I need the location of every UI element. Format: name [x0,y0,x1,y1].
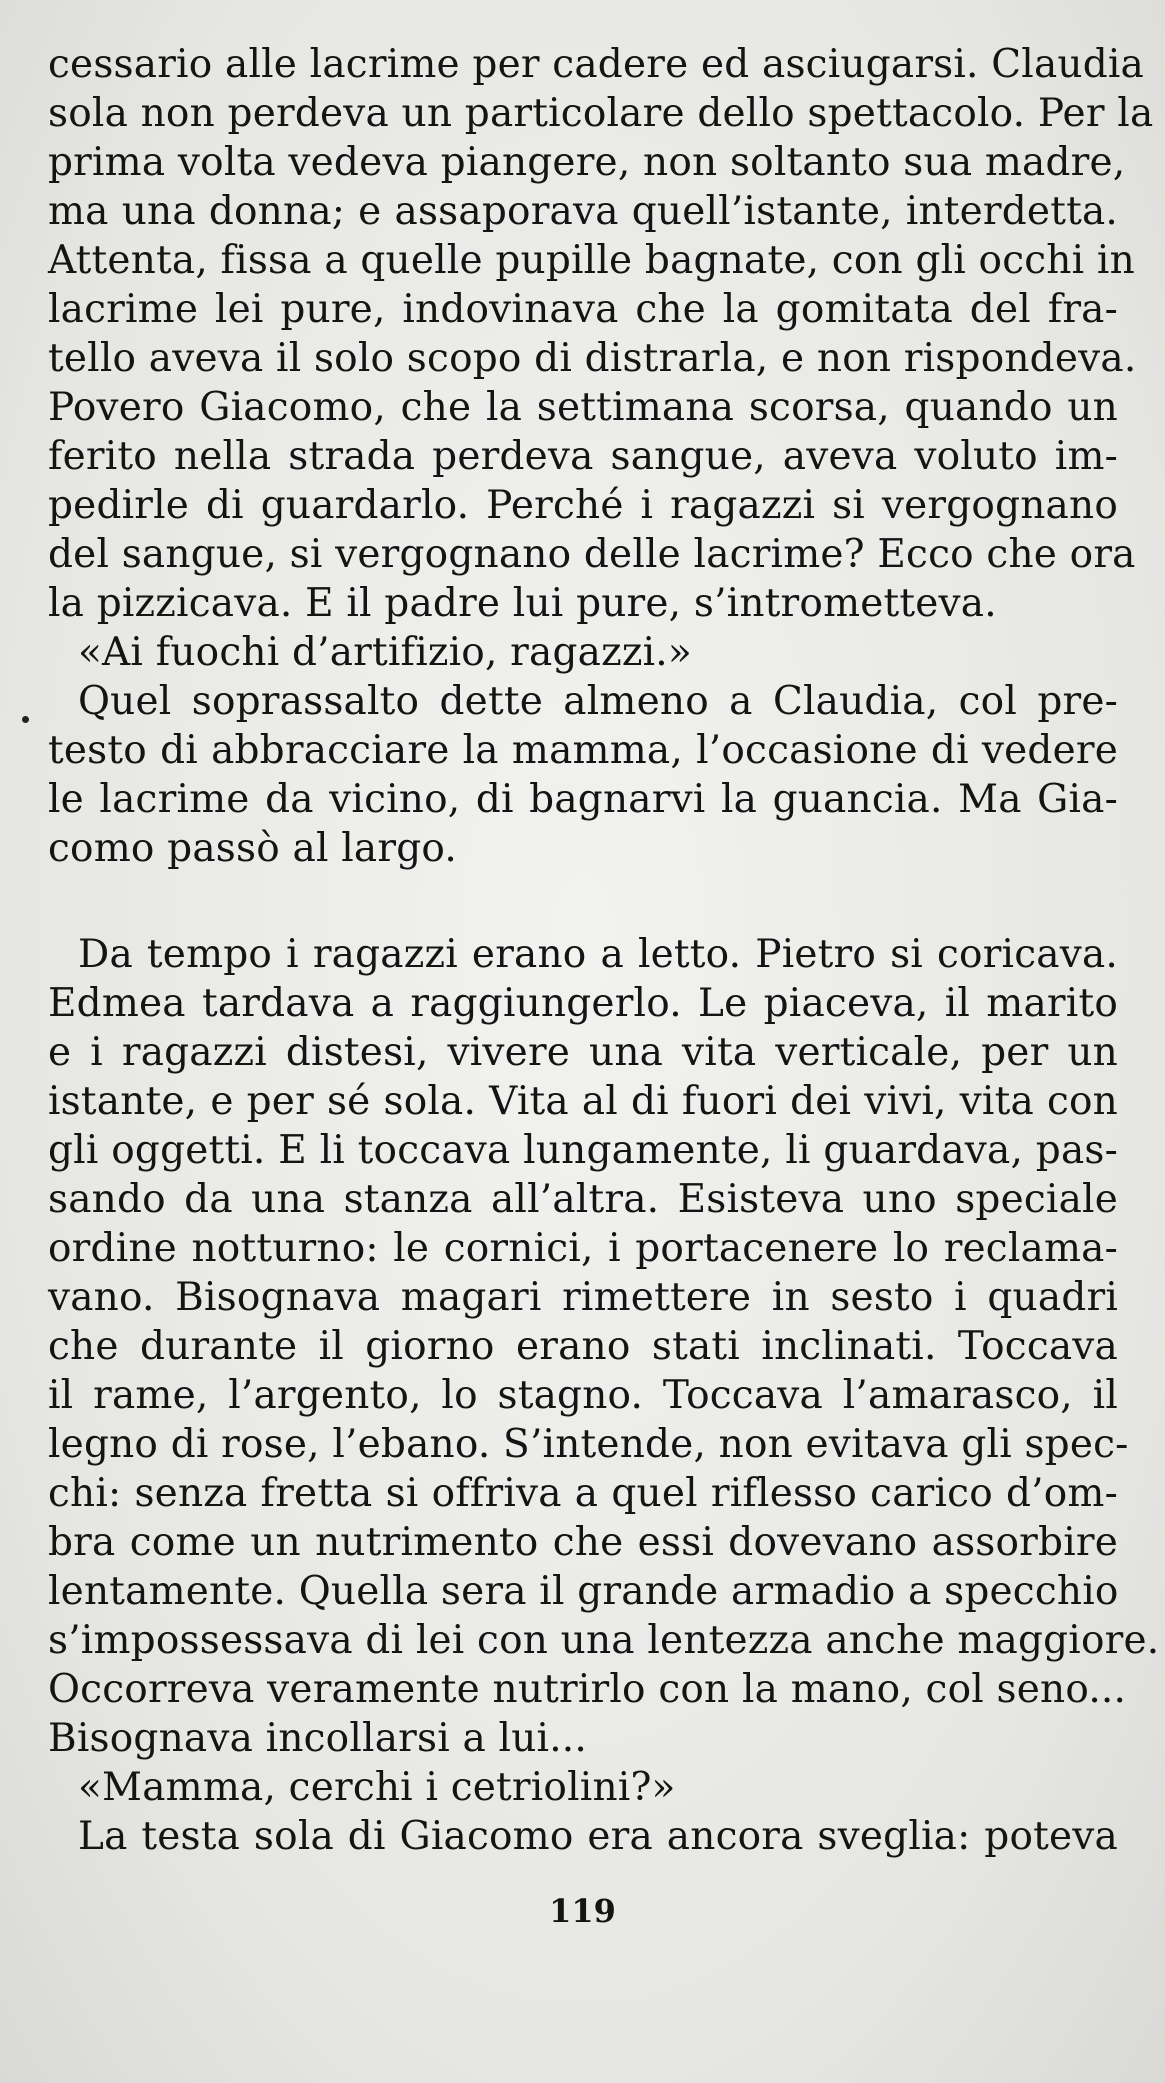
text-line: s’impossessava di lei con una lentezza anche maggiore. [48,1618,1160,1663]
text-line: ferito nella strada perdeva sangue, aveva voluto im- [48,434,1118,479]
ink-mark [22,716,29,723]
body-text [48,40,1160,1861]
text-line: pedirle di guardarlo. Perché i ragazzi si vergognano [48,483,1118,528]
text-line: testo di abbracciare la mamma, l’occasione di vedere [48,728,1118,773]
text-line: ordine notturno: le cornici, i portacenere lo reclama- [48,1226,1118,1271]
text-line: Povero Giacomo, che la settimana scorsa, quando un [48,385,1118,430]
dialogue-line: «Mamma, cerchi i cetriolini?» [78,1765,676,1810]
text-line: che durante il giorno erano stati inclinati. Toccava [48,1324,1118,1369]
text-line: la pizzicava. E il padre lui pure, s’intrometteva. [48,581,997,626]
text-line: La testa sola di Giacomo era ancora sveglia: poteva [78,1814,1118,1859]
text-line: vano. Bisognava magari rimettere in sesto i quadri [48,1275,1118,1320]
text-line: tello aveva il solo scopo di distrarla, e non rispondeva. [48,336,1137,381]
text-line: como passò al largo. [48,826,457,871]
text-line: Bisognava incollarsi a lui... [48,1716,587,1761]
text-line: prima volta vedeva piangere, non soltanto sua madre, [48,140,1126,185]
text-line: sola non perdeva un particolare dello spettacolo. Per la [48,91,1154,136]
text-line: le lacrime da vicino, di bagnarvi la guancia. Ma Gia- [48,777,1118,822]
text-line: sando da una stanza all’altra. Esisteva uno speciale [48,1177,1118,1222]
text-line: Occorreva veramente nutrirlo con la mano, col seno... [48,1667,1127,1712]
text-line: gli oggetti. E li toccava lungamente, li guardava, pas- [48,1128,1118,1173]
text-line: istante, e per sé sola. Vita al di fuori dei vivi, vita con [48,1079,1118,1124]
text-line: Edmea tardava a raggiungerlo. Le piaceva, il marito [48,981,1118,1026]
text-line: bra come un nutrimento che essi dovevano assorbire [48,1520,1118,1565]
text-line: Da tempo i ragazzi erano a letto. Pietro si coricava. [78,932,1118,977]
section-break [48,873,1118,930]
page-number: 119 [549,1892,616,1930]
text-line: lentamente. Quella sera il grande armadio a specchio [48,1569,1119,1614]
text-line: lacrime lei pure, indovinava che la gomitata del fra- [48,287,1118,332]
text-line: Quel soprassalto dette almeno a Claudia, col pre- [78,679,1118,724]
dialogue-line: «Ai fuochi d’artifizio, ragazzi.» [78,630,692,675]
text-line: chi: senza fretta si offriva a quel riflesso carico d’om- [48,1471,1118,1516]
text-line: cessario alle lacrime per cadere ed asciugarsi. Claudia [48,42,1145,87]
text-line: e i ragazzi distesi, vivere una vita verticale, per un [48,1030,1118,1075]
text-line: il rame, l’argento, lo stagno. Toccava l’amarasco, il [48,1373,1118,1418]
text-line: Attenta, fissa a quelle pupille bagnate, con gli occhi in [48,238,1135,283]
text-line: ma una donna; e assaporava quell’istante, interdetta. [48,189,1118,234]
text-line: legno di rose, l’ebano. S’intende, non evitava gli spec- [48,1422,1129,1467]
text-line: del sangue, si vergognano delle lacrime? Ecco che ora [48,532,1136,577]
